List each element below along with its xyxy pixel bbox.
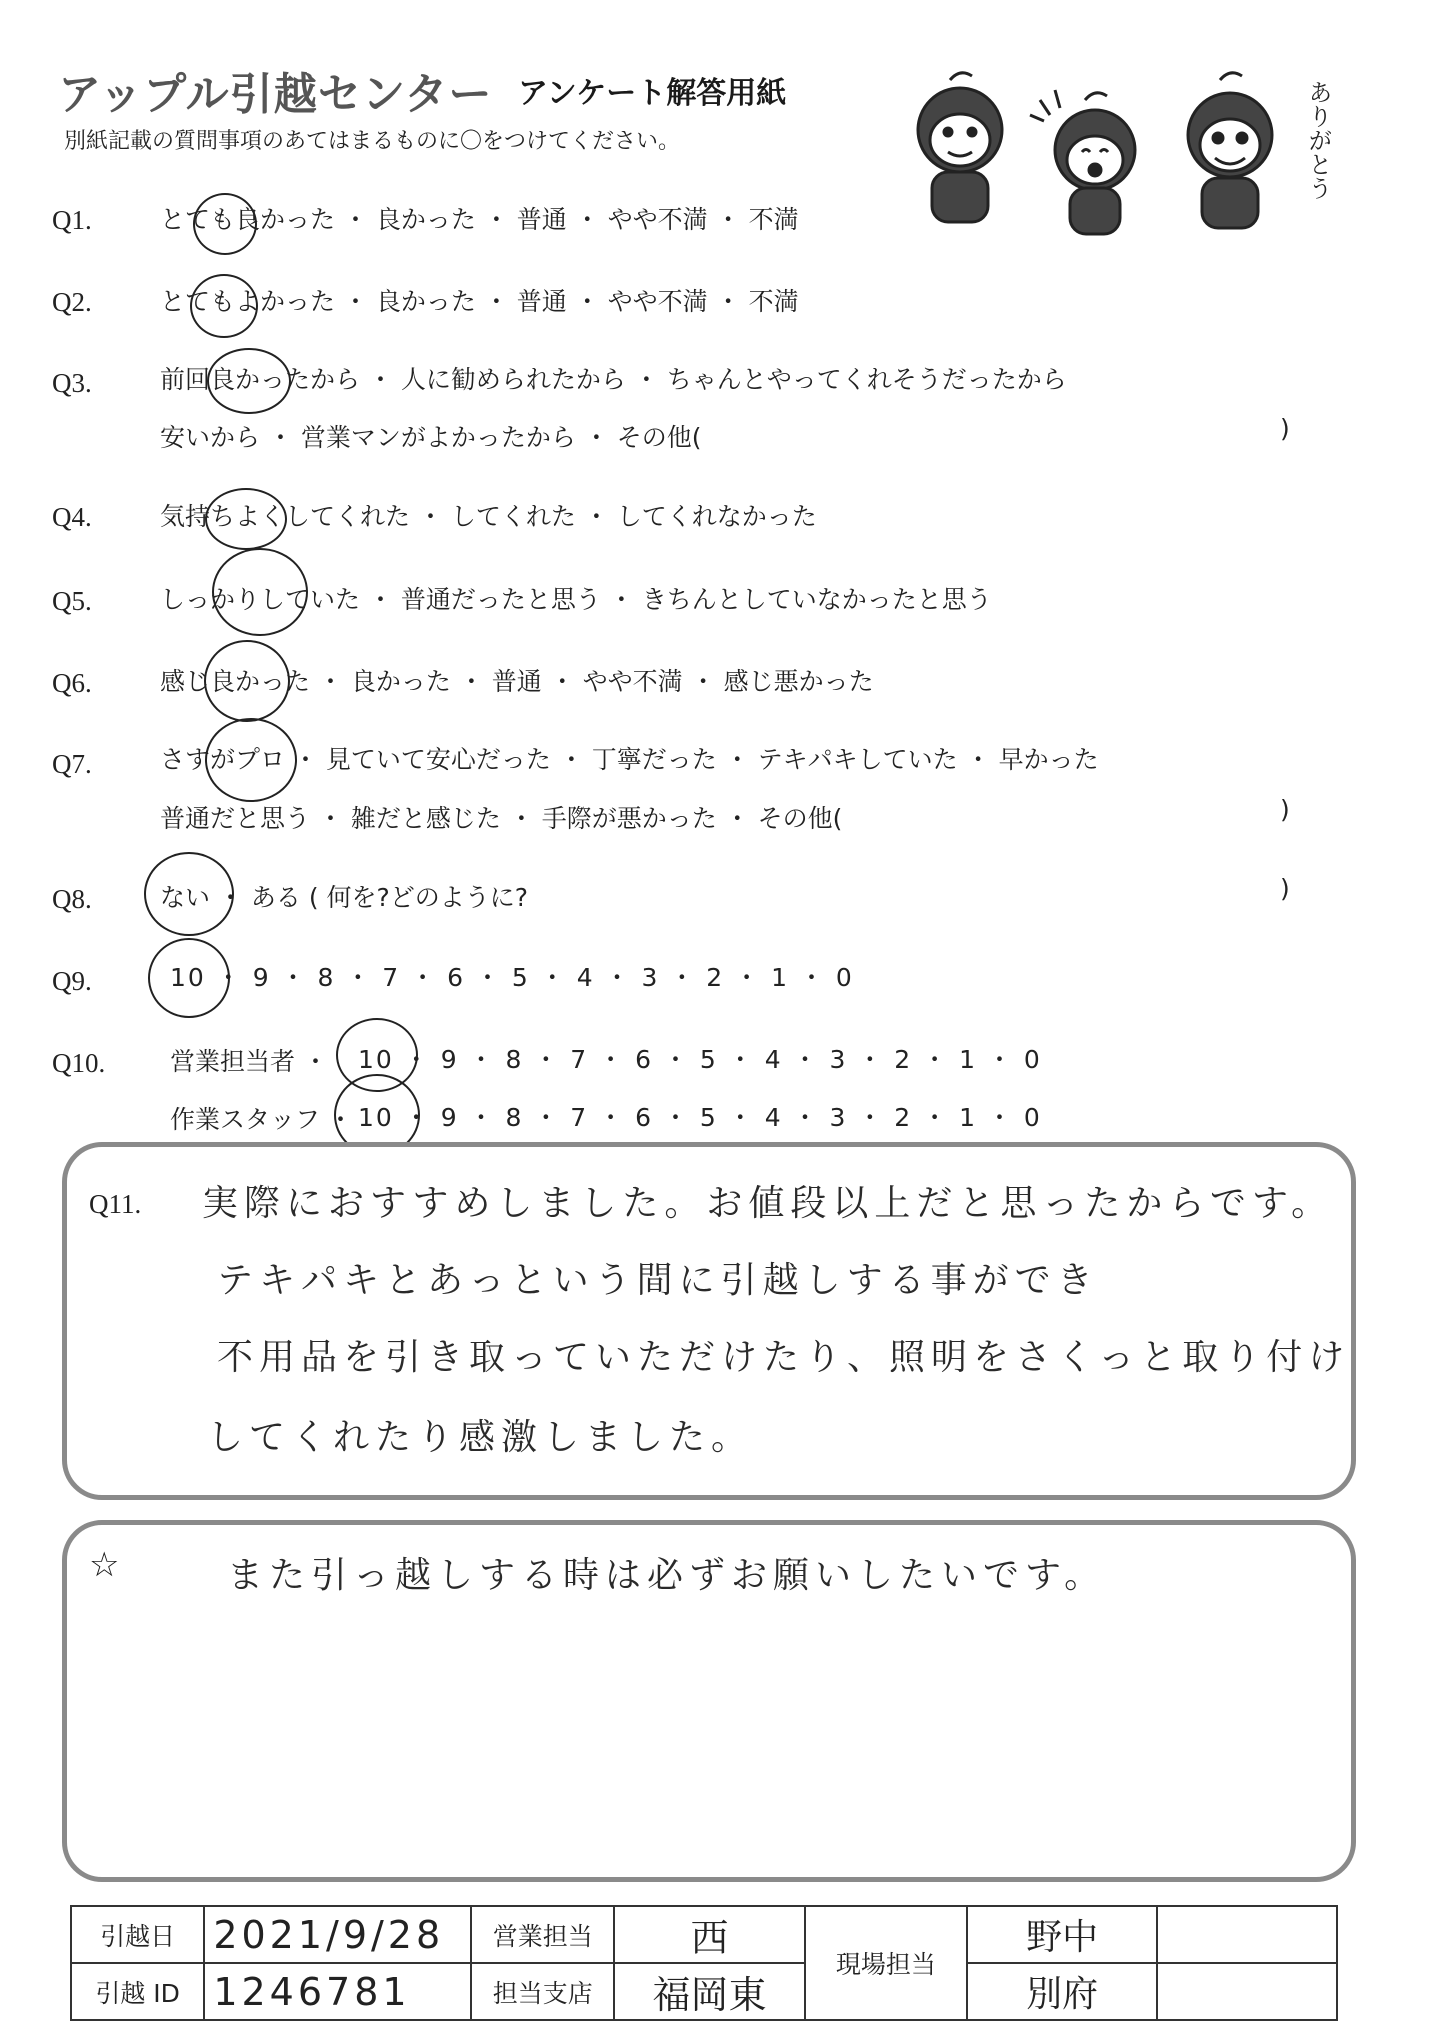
q11-comment-line-3: 不用品を引き取っていただけたり、照明をさくっと取り付け <box>217 1337 1351 1378</box>
site-staff-value-1: 野中 <box>967 1906 1158 1963</box>
move-date-value: 2021/9/28 <box>204 1906 471 1963</box>
q11-comment-line-2: テキパキとあっという間に引越しする事ができ <box>217 1260 1099 1301</box>
q1-number: Q1. <box>52 205 92 235</box>
branch-value: 福岡東 <box>614 1963 805 2020</box>
q11-comment-box <box>62 1142 1356 1500</box>
q1-answer-circle <box>193 193 257 255</box>
branch-label: 担当支店 <box>471 1963 614 2020</box>
move-id-label: 引越 ID <box>71 1963 204 2020</box>
q10-sales-label: 営業担当者 ・ <box>170 1047 328 1076</box>
q2-options[interactable]: とてもよかった ・ 良かった ・ 普通 ・ やや不満 ・ 不満 <box>160 287 799 316</box>
q3-other-close: ) <box>1280 414 1290 443</box>
site-staff-empty-1 <box>1157 1906 1337 1963</box>
q5-answer-circle <box>212 548 308 636</box>
q10-staff-label: 作業スタッフ ・ <box>170 1105 353 1134</box>
q3-number: Q3. <box>52 368 92 398</box>
q10-number: Q10. <box>52 1048 106 1078</box>
q9-score-options[interactable]: 10 ・ 9 ・ 8 ・ 7 ・ 6 ・ 5 ・ 4 ・ 3 ・ 2 ・ 1 ・ 0 <box>170 963 854 992</box>
q4-options[interactable]: 気持ちよくしてくれた ・ してくれた ・ してくれなかった <box>160 502 817 531</box>
sales-rep-label: 営業担当 <box>471 1906 614 1963</box>
q3-options-line1[interactable]: 前回良かったから ・ 人に勧められたから ・ ちゃんとやってくれそうだったから <box>160 365 1067 394</box>
q3-answer-circle <box>207 348 291 414</box>
q9-number: Q9. <box>52 966 92 996</box>
q9-answer-circle <box>148 938 230 1018</box>
q3-options-line2[interactable]: 安いから ・ 営業マンがよかったから ・ その他( <box>160 423 702 452</box>
q10-sales-score-options[interactable]: 10 ・ 9 ・ 8 ・ 7 ・ 6 ・ 5 ・ 4 ・ 3 ・ 2 ・ 1 ・ 0 <box>358 1045 1042 1074</box>
site-staff-label: 現場担当 <box>805 1906 967 2020</box>
q8-answer-circle <box>144 852 234 936</box>
q11-number: Q11. <box>89 1189 142 1219</box>
monkey-mascot-1 <box>918 73 1002 222</box>
company-title: アップル引越センター <box>58 69 493 120</box>
monkey-mascot-3 <box>1188 73 1272 228</box>
q5-options[interactable]: しっかりしていた ・ 普通だったと思う ・ きちんとしていなかったと思う <box>160 585 992 614</box>
q7-number: Q7. <box>52 749 92 779</box>
q11-comment-line-1: 実際におすすめしました。お値段以上だと思ったからです。 <box>202 1183 1334 1224</box>
q4-number: Q4. <box>52 502 92 532</box>
q6-answer-circle <box>204 640 290 722</box>
site-staff-value-2: 別府 <box>967 1963 1158 2020</box>
mascot-caption: ありがとう <box>1304 80 1332 200</box>
move-date-label: 引越日 <box>71 1906 204 1963</box>
monkey-mascots-illustration <box>890 60 1350 240</box>
q6-options[interactable]: 感じ良かった ・ 良かった ・ 普通 ・ やや不満 ・ 感じ悪かった <box>160 667 874 696</box>
q7-options-line1[interactable]: さすがプロ ・ 見ていて安心だった ・ 丁寧だった ・ テキパキしていた ・ 早かった <box>160 745 1099 774</box>
sales-rep-value: 西 <box>614 1906 805 1963</box>
instruction-text: 別紙記載の質問事項のあてはまるものに〇をつけてください。 <box>64 129 681 154</box>
q2-number: Q2. <box>52 287 92 317</box>
q7-options-line2[interactable]: 普通だと思う ・ 雑だと感じた ・ 手際が悪かった ・ その他( <box>160 804 843 833</box>
q5-number: Q5. <box>52 586 92 616</box>
star-comment-text: また引っ越しする時は必ずお願いしたいです。 <box>227 1555 1107 1596</box>
q4-answer-circle <box>205 488 287 550</box>
q11-comment-line-4: してくれたり感激しました。 <box>207 1417 754 1458</box>
move-id-value: 1246781 <box>204 1963 471 2020</box>
q8-number: Q8. <box>52 884 92 914</box>
q6-number: Q6. <box>52 668 92 698</box>
site-staff-empty-2 <box>1157 1963 1337 2020</box>
q1-options[interactable]: とても良かった ・ 良かった ・ 普通 ・ やや不満 ・ 不満 <box>160 205 799 234</box>
q10-staff-score-options[interactable]: 10 ・ 9 ・ 8 ・ 7 ・ 6 ・ 5 ・ 4 ・ 3 ・ 2 ・ 1 ・ 0 <box>358 1103 1042 1132</box>
q7-other-close: ) <box>1280 795 1290 824</box>
q7-answer-circle <box>205 718 297 802</box>
star-mark: ☆ <box>89 1545 120 1585</box>
q8-options[interactable]: ない ・ ある ( 何を?どのように? <box>160 883 529 912</box>
form-subtitle: アンケート解答用紙 <box>518 76 787 111</box>
q2-answer-circle <box>190 274 258 338</box>
q8-other-close: ) <box>1280 874 1290 903</box>
star-comment-box <box>62 1520 1356 1882</box>
monkey-mascot-2 <box>1030 90 1135 234</box>
footer-info-table <box>70 1905 1338 2021</box>
